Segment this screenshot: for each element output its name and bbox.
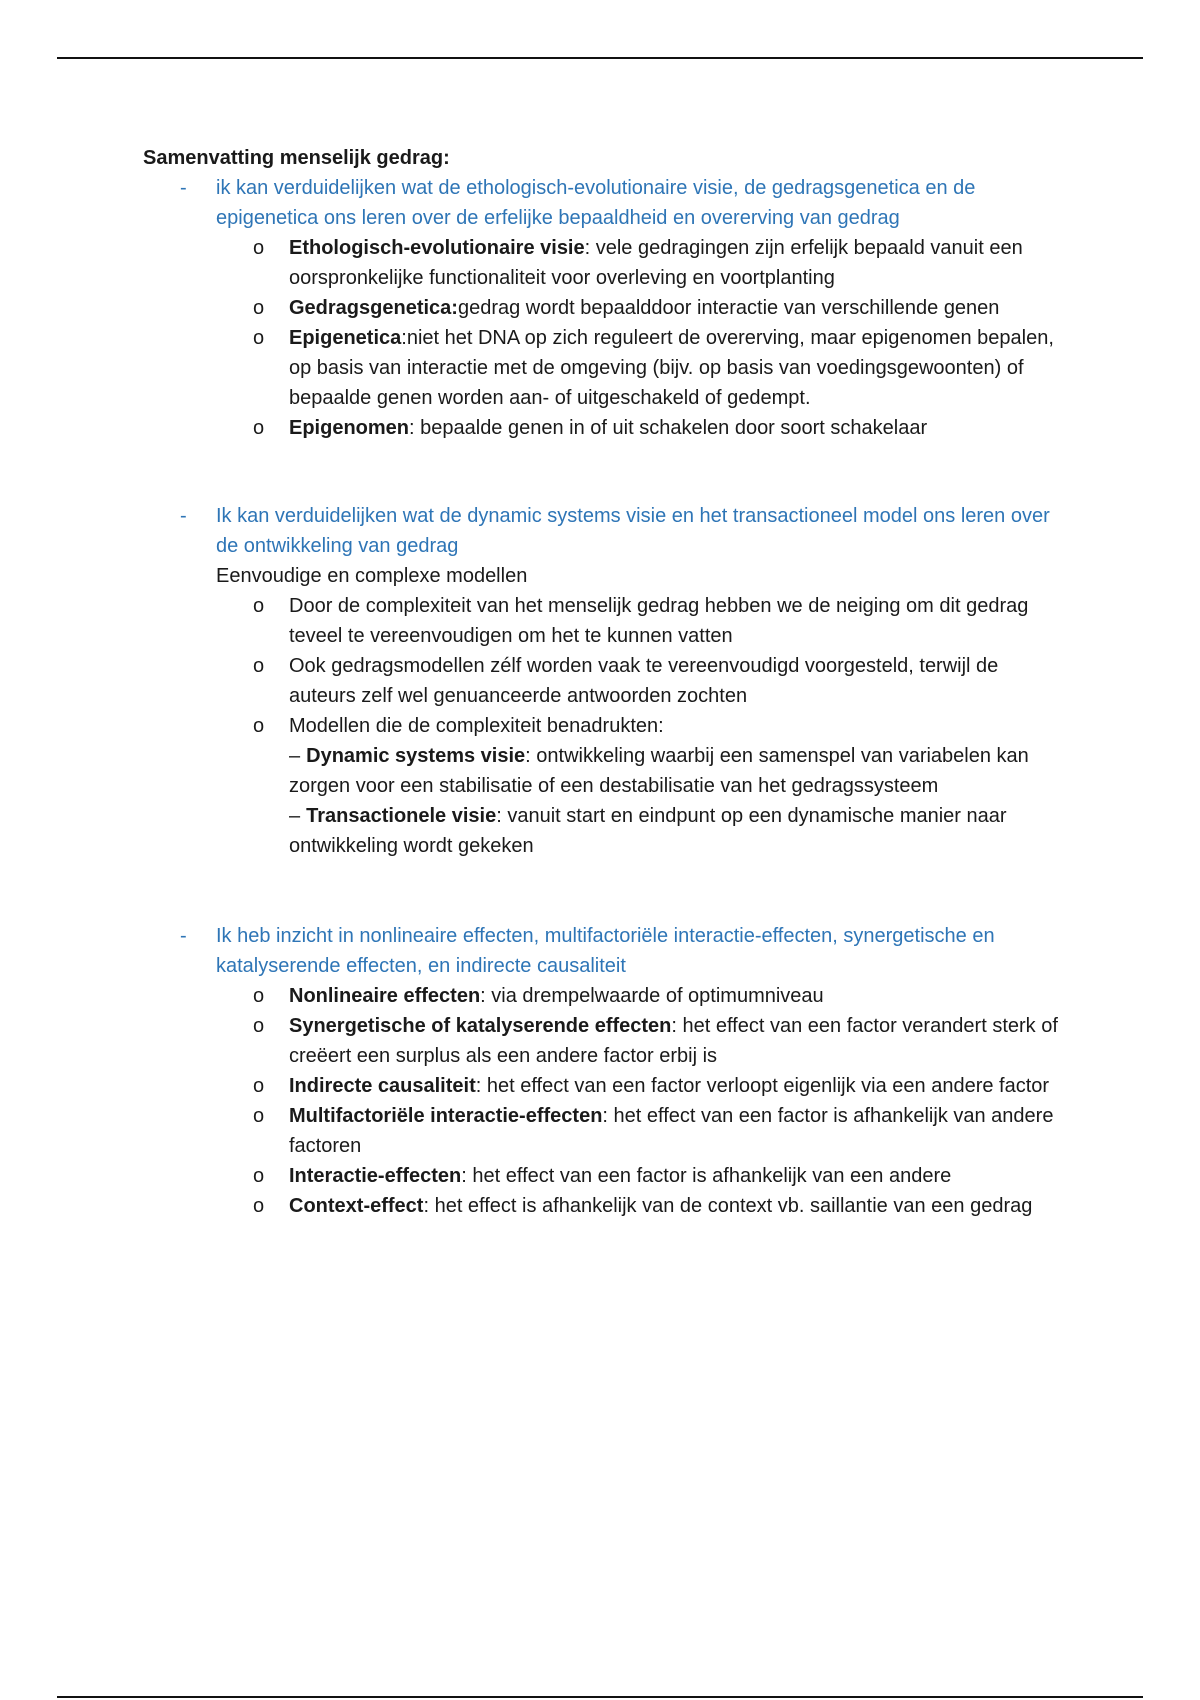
bullet-marker: o: [253, 1195, 265, 1217]
item-term: Transactionele visie: [306, 805, 497, 827]
item-text: : het effect is afhankelijk van de context vb. saillantie van een gedrag: [423, 1195, 1033, 1217]
item-term: Context-effect: [289, 1195, 424, 1217]
section-intro: Eenvoudige en complexe modellen: [216, 565, 528, 587]
header-rule: [57, 57, 1143, 59]
bullet-list: [143, 981, 1063, 1221]
item-term: Gedragsgenetica:: [289, 297, 458, 319]
bullet-marker: o: [253, 715, 265, 737]
list-item: [143, 413, 1063, 443]
section-heading: Ik kan verduidelijken wat de dynamic systems visie en het transactioneel model ons leren over de ontwikkeling van gedrag: [216, 505, 1050, 557]
item-text: : het effect van een factor verandert sterk of creëert een surplus als een andere factor erbij is: [289, 1015, 1058, 1067]
section-dash: -: [180, 505, 187, 527]
list-item: [143, 1101, 1063, 1161]
spacer: [143, 443, 1063, 501]
bullet-list: [143, 233, 1063, 443]
footer-rule: [57, 1696, 1143, 1698]
item-text: : via drempelwaarde of optimumniveau: [480, 985, 824, 1007]
list-item: [143, 323, 1063, 413]
sub-dash: –: [289, 745, 301, 767]
item-term: Synergetische of katalyserende effecten: [289, 1015, 672, 1037]
item-text: : het effect van een factor is afhankelijk van andere factoren: [289, 1105, 1054, 1157]
document-body: [143, 143, 1063, 1221]
sub-list-item: [289, 801, 1063, 861]
list-item: [143, 1071, 1063, 1101]
bullet-marker: o: [253, 985, 265, 1007]
bullet-marker: o: [253, 595, 265, 617]
bullet-marker: o: [253, 1075, 265, 1097]
sub-dash: –: [289, 805, 301, 827]
section-dash: -: [180, 925, 187, 947]
bullet-marker: o: [253, 1015, 265, 1037]
item-term: Epigenetica: [289, 327, 402, 349]
item-term: Nonlineaire effecten: [289, 985, 481, 1007]
item-text: : vanuit start en eindpunt op een dynamische manier naar ontwikkeling wordt gekeken: [289, 805, 1007, 857]
sub-list-item: [289, 741, 1063, 801]
item-text: : ontwikkeling waarbij een samenspel van variabelen kan zorgen voor een stabilisatie of een destabilisatie van het gedragssysteem: [289, 745, 1029, 797]
list-item: [143, 293, 1063, 323]
bullet-marker: o: [253, 1165, 265, 1187]
list-item: [143, 1161, 1063, 1191]
list-item: [143, 1191, 1063, 1221]
bullet-marker: o: [253, 237, 265, 259]
document-title: Samenvatting menselijk gedrag:: [143, 147, 450, 169]
item-text: : het effect van een factor verloopt eigenlijk via een andere factor: [475, 1075, 1050, 1097]
section-heading: Ik heb inzicht in nonlineaire effecten, multifactoriële interactie-effecten, synergetische en katalyserende effecten, en indirecte causaliteit: [216, 925, 995, 977]
item-text: : vele gedragingen zijn erfelijk bepaald vanuit een oorspronkelijke functionaliteit voor overleving en voortplanting: [289, 237, 1023, 289]
list-item: [143, 711, 1063, 861]
bullet-marker: o: [253, 327, 265, 349]
bullet-list: [143, 591, 1063, 861]
item-text: Ook gedragsmodellen zélf worden vaak te vereenvoudigd voorgesteld, terwijl de auteurs zelf wel genuanceerde antwoorden zochten: [289, 655, 999, 707]
list-item: [143, 1011, 1063, 1071]
item-text: : bepaalde genen in of uit schakelen door soort schakelaar: [409, 417, 928, 439]
bullet-marker: o: [253, 1105, 265, 1127]
item-term: Indirecte causaliteit: [289, 1075, 476, 1097]
item-text: Door de complexiteit van het menselijk gedrag hebben we de neiging om dit gedrag teveel te vereenvoudigen om het te kunnen vatten: [289, 595, 1029, 647]
section-dash: -: [180, 177, 187, 199]
item-text: gedrag wordt bepaalddoor interactie van verschillende genen: [457, 297, 1000, 319]
section-2: [143, 501, 1063, 861]
item-text: : het effect van een factor is afhankelijk van een andere: [461, 1165, 952, 1187]
list-item: [143, 981, 1063, 1011]
item-term: Interactie-effecten: [289, 1165, 462, 1187]
bullet-marker: o: [253, 655, 265, 677]
list-item: [143, 651, 1063, 711]
item-term: Dynamic systems visie: [306, 745, 526, 767]
section-3: [143, 921, 1063, 1221]
section-heading: ik kan verduidelijken wat de ethologisch-evolutionaire visie, de gedragsgenetica en de epigenetica ons leren over de erfelijke bepaaldheid en overerving van gedrag: [216, 177, 976, 229]
bullet-marker: o: [253, 417, 265, 439]
spacer: [143, 861, 1063, 921]
item-term: Epigenomen: [289, 417, 410, 439]
item-text: :niet het DNA op zich reguleert de overerving, maar epigenomen bepalen, op basis van interactie met de omgeving (bijv. op basis van voedingsgewoonten) of bepaalde genen worden aan- of uitgeschakeld of gedempt.: [289, 327, 1054, 409]
list-item: [143, 591, 1063, 651]
item-term: Ethologisch-evolutionaire visie: [289, 237, 585, 259]
bullet-marker: o: [253, 297, 265, 319]
item-text: Modellen die de complexiteit benadrukten:: [289, 715, 664, 737]
list-item: [143, 233, 1063, 293]
section-1: [143, 173, 1063, 443]
item-term: Multifactoriële interactie-effecten: [289, 1105, 603, 1127]
